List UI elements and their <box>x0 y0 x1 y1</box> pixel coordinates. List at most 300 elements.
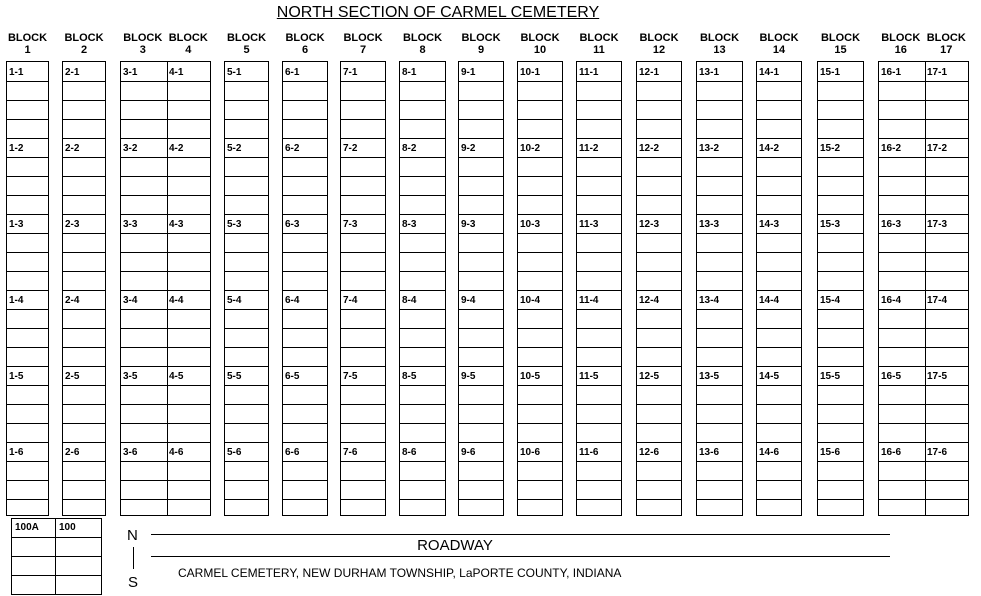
block-word: BLOCK <box>759 32 799 44</box>
block-word: BLOCK <box>461 32 501 44</box>
grid-line <box>518 309 562 310</box>
grid-line <box>225 138 268 139</box>
grid-line <box>757 442 801 443</box>
grid-line <box>697 442 742 443</box>
grid-line <box>577 252 621 253</box>
grid-line <box>121 176 210 177</box>
grid-line <box>7 442 48 443</box>
grid-line <box>400 176 445 177</box>
block-header-16 <box>879 32 923 56</box>
block-header-4 <box>166 32 210 56</box>
grid-line <box>225 252 268 253</box>
block-word: BLOCK <box>343 32 383 44</box>
lot-label-7-5: 7-5 <box>343 371 358 382</box>
grid-line <box>121 385 210 386</box>
grid-line <box>818 157 863 158</box>
lot-label-4-3: 4-3 <box>169 219 184 230</box>
grid-line <box>225 100 268 101</box>
grid-line <box>7 233 48 234</box>
grid-line <box>341 385 385 386</box>
grid-line <box>577 233 621 234</box>
lot-label-3-3: 3-3 <box>123 219 138 230</box>
lot-label-1-5: 1-5 <box>9 371 24 382</box>
lot-label-13-6: 13-6 <box>699 447 720 458</box>
lot-label-17-3: 17-3 <box>927 219 948 230</box>
lot-label-16-3: 16-3 <box>881 219 902 230</box>
grid-line <box>757 176 801 177</box>
lot-label-17-1: 17-1 <box>927 67 948 78</box>
lot-label-9-5: 9-5 <box>461 371 476 382</box>
lot-label-4-1: 4-1 <box>169 67 184 78</box>
grid-line <box>518 119 562 120</box>
grid-line <box>283 176 327 177</box>
grid-line <box>121 157 210 158</box>
grid-line <box>341 404 385 405</box>
lot-label-10-5: 10-5 <box>520 371 541 382</box>
grid-line <box>121 252 210 253</box>
lot-label-12-5: 12-5 <box>639 371 660 382</box>
grid-line <box>637 100 681 101</box>
lot-label-6-4: 6-4 <box>285 295 300 306</box>
grid-line <box>7 100 48 101</box>
lot-label-6-1: 6-1 <box>285 67 300 78</box>
grid-line <box>63 100 105 101</box>
grid-line <box>400 119 445 120</box>
lot-label-11-3: 11-3 <box>579 219 599 230</box>
block-number: 4 <box>185 44 192 56</box>
grid-line <box>283 252 327 253</box>
block-header-11 <box>577 32 621 56</box>
grid-line <box>400 195 445 196</box>
block-header-8 <box>401 32 445 56</box>
grid-line <box>879 499 968 500</box>
grid-line <box>818 347 863 348</box>
grid-line <box>341 309 385 310</box>
grid-line <box>818 233 863 234</box>
lot-label-10-3: 10-3 <box>520 219 541 230</box>
lot-label-5-3: 5-3 <box>227 219 242 230</box>
grid-line <box>7 328 48 329</box>
grid-line <box>225 119 268 120</box>
grid-line <box>400 100 445 101</box>
lot-label-1-3: 1-3 <box>9 219 24 230</box>
grid-line <box>637 176 681 177</box>
lot-label-8-4: 8-4 <box>402 295 417 306</box>
grid-line <box>879 461 968 462</box>
grid-line <box>63 442 105 443</box>
grid-line <box>63 119 105 120</box>
grid-line <box>818 271 863 272</box>
grid-line <box>121 119 210 120</box>
lot-label-16-6: 16-6 <box>881 447 902 458</box>
grid-line <box>7 461 48 462</box>
grid-line <box>63 404 105 405</box>
lot-label-12-1: 12-1 <box>639 67 660 78</box>
lot-label-11-1: 11-1 <box>579 67 599 78</box>
grid-line <box>121 290 210 291</box>
block-number: 9 <box>477 44 485 56</box>
grid-line <box>459 157 503 158</box>
grid-line <box>697 480 742 481</box>
roadway-upper-edge <box>151 534 890 535</box>
grid-line <box>637 461 681 462</box>
grid-line <box>121 214 210 215</box>
grid-line <box>63 309 105 310</box>
grid-line <box>63 385 105 386</box>
grid-line <box>63 138 105 139</box>
grid-line <box>518 290 562 291</box>
lot-label-6-5: 6-5 <box>285 371 300 382</box>
block-word: BLOCK <box>123 32 163 44</box>
grid-line <box>400 404 445 405</box>
block-column <box>120 61 211 516</box>
grid-line <box>459 271 503 272</box>
map-title: NORTH SECTION OF CARMEL CEMETERY <box>276 4 600 21</box>
grid-line <box>341 252 385 253</box>
lot-label-4-4: 4-4 <box>169 295 184 306</box>
grid-line <box>400 290 445 291</box>
grid-line <box>7 271 48 272</box>
grid-line <box>400 157 445 158</box>
block-header-5 <box>225 32 269 56</box>
lot-label-3-5: 3-5 <box>123 371 138 382</box>
lot-label-13-4: 13-4 <box>699 295 720 306</box>
grid-line <box>12 537 101 538</box>
grid-line <box>518 404 562 405</box>
lot-label-15-1: 15-1 <box>820 67 841 78</box>
grid-line <box>518 328 562 329</box>
grid-line <box>757 480 801 481</box>
grid-line <box>879 385 968 386</box>
lot-label-5-6: 5-6 <box>227 447 242 458</box>
grid-line <box>7 214 48 215</box>
grid-line <box>518 385 562 386</box>
grid-line <box>341 347 385 348</box>
grid-line <box>283 442 327 443</box>
grid-line <box>283 366 327 367</box>
grid-line <box>697 499 742 500</box>
grid-line <box>225 233 268 234</box>
grid-line <box>459 290 503 291</box>
grid-line <box>225 347 268 348</box>
grid-line <box>879 195 968 196</box>
block-word: BLOCK <box>520 32 560 44</box>
grid-line <box>225 176 268 177</box>
block-word: BLOCK <box>7 32 48 44</box>
grid-line <box>879 119 968 120</box>
grid-line <box>283 119 327 120</box>
grid-line <box>697 138 742 139</box>
grid-line <box>459 328 503 329</box>
block-column <box>756 61 802 516</box>
grid-line <box>637 119 681 120</box>
grid-line <box>757 404 801 405</box>
grid-line <box>63 366 105 367</box>
roadway-lower-edge <box>151 556 890 557</box>
grid-line <box>341 442 385 443</box>
grid-line <box>283 195 327 196</box>
lot-label-11-5: 11-5 <box>579 371 599 382</box>
grid-line <box>577 157 621 158</box>
lot-label-7-3: 7-3 <box>343 219 358 230</box>
grid-line <box>879 271 968 272</box>
lot-label-7-6: 7-6 <box>343 447 358 458</box>
block-header-1 <box>6 32 50 56</box>
grid-line <box>697 290 742 291</box>
grid-line <box>577 100 621 101</box>
grid-line <box>121 138 210 139</box>
grid-line <box>818 138 863 139</box>
block-number: 1 <box>24 44 31 56</box>
lot-label-10-1: 10-1 <box>520 67 541 78</box>
grid-line <box>459 347 503 348</box>
lot-label-11-6: 11-6 <box>579 447 599 458</box>
grid-line <box>341 157 385 158</box>
grid-line <box>637 309 681 310</box>
block-word: BLOCK <box>881 32 921 44</box>
block-header-3 <box>121 32 165 56</box>
lot-label-5-5: 5-5 <box>227 371 242 382</box>
block-number: 6 <box>301 44 309 56</box>
grid-line <box>283 290 327 291</box>
lot-label-9-3: 9-3 <box>461 219 476 230</box>
block-header-13 <box>698 32 742 56</box>
grid-line <box>225 480 268 481</box>
grid-line <box>637 195 681 196</box>
lot-label-5-2: 5-2 <box>227 143 242 154</box>
lot-label-14-6: 14-6 <box>759 447 780 458</box>
lot-label-100a: 100A <box>15 522 39 533</box>
grid-line <box>637 157 681 158</box>
grid-line <box>400 385 445 386</box>
grid-line <box>283 385 327 386</box>
grid-line <box>12 575 101 576</box>
grid-line <box>63 290 105 291</box>
lot-label-4-5: 4-5 <box>169 371 184 382</box>
grid-line <box>283 271 327 272</box>
grid-line <box>757 309 801 310</box>
grid-line <box>518 157 562 158</box>
grid-line <box>459 499 503 500</box>
grid-line <box>283 81 327 82</box>
grid-line <box>518 195 562 196</box>
grid-line <box>577 119 621 120</box>
grid-line <box>577 480 621 481</box>
block-number: 15 <box>834 44 847 56</box>
grid-line <box>225 366 268 367</box>
grid-line <box>818 404 863 405</box>
grid-line <box>697 385 742 386</box>
grid-line <box>637 233 681 234</box>
grid-line <box>7 290 48 291</box>
grid-line <box>121 347 210 348</box>
lot-label-3-6: 3-6 <box>123 447 138 458</box>
block-number: 7 <box>359 44 367 56</box>
lot-label-12-4: 12-4 <box>639 295 660 306</box>
grid-line <box>225 195 268 196</box>
block-column <box>458 61 504 516</box>
grid-line <box>697 157 742 158</box>
block-word: BLOCK <box>699 32 740 44</box>
lot-label-7-2: 7-2 <box>343 143 358 154</box>
grid-line <box>341 423 385 424</box>
lot-label-100: 100 <box>59 522 76 533</box>
grid-line <box>518 271 562 272</box>
grid-line <box>818 290 863 291</box>
grid-line <box>697 81 742 82</box>
block-divider <box>167 62 168 515</box>
grid-line <box>63 81 105 82</box>
block-word: BLOCK <box>168 32 208 44</box>
lot-label-4-2: 4-2 <box>169 143 184 154</box>
grid-line <box>697 119 742 120</box>
lot-label-1-2: 1-2 <box>9 143 24 154</box>
grid-line <box>577 442 621 443</box>
block-column <box>517 61 563 516</box>
grid-line <box>63 195 105 196</box>
grid-line <box>121 366 210 367</box>
grid-line <box>63 423 105 424</box>
grid-line <box>121 271 210 272</box>
grid-line <box>400 81 445 82</box>
block-word: BLOCK <box>226 32 267 44</box>
grid-line <box>518 499 562 500</box>
grid-line <box>818 423 863 424</box>
grid-line <box>121 328 210 329</box>
grid-line <box>225 290 268 291</box>
block-column <box>282 61 328 516</box>
lot-label-16-2: 16-2 <box>881 143 902 154</box>
grid-line <box>518 423 562 424</box>
block-word: BLOCK <box>579 32 619 44</box>
block-divider <box>925 62 926 515</box>
grid-line <box>697 423 742 424</box>
block-column <box>696 61 743 516</box>
grid-line <box>879 366 968 367</box>
lot-label-2-6: 2-6 <box>65 447 80 458</box>
grid-line <box>577 366 621 367</box>
block-word: BLOCK <box>926 32 966 44</box>
grid-line <box>818 480 863 481</box>
grid-line <box>577 404 621 405</box>
grid-line <box>697 100 742 101</box>
grid-line <box>879 442 968 443</box>
grid-line <box>637 385 681 386</box>
block-number: 17 <box>940 44 953 56</box>
block-header-12 <box>637 32 681 56</box>
grid-line <box>225 157 268 158</box>
block-header-2 <box>62 32 106 56</box>
grid-line <box>577 271 621 272</box>
grid-line <box>121 423 210 424</box>
lot-label-8-3: 8-3 <box>402 219 417 230</box>
block-header-6 <box>283 32 327 56</box>
grid-line <box>341 461 385 462</box>
grid-line <box>637 404 681 405</box>
grid-line <box>757 366 801 367</box>
grid-line <box>341 119 385 120</box>
grid-line <box>225 423 268 424</box>
grid-line <box>283 423 327 424</box>
grid-line <box>7 366 48 367</box>
block-number: 14 <box>772 44 786 56</box>
grid-line <box>225 442 268 443</box>
grid-line <box>637 480 681 481</box>
grid-line <box>400 309 445 310</box>
grid-line <box>225 499 268 500</box>
lot-label-4-6: 4-6 <box>169 447 184 458</box>
lot-label-1-6: 1-6 <box>9 447 24 458</box>
grid-line <box>121 461 210 462</box>
lot-label-17-2: 17-2 <box>927 143 948 154</box>
grid-line <box>577 499 621 500</box>
block-header-9 <box>459 32 503 56</box>
lot-label-6-2: 6-2 <box>285 143 300 154</box>
block-header-17 <box>924 32 968 56</box>
grid-line <box>577 195 621 196</box>
block-word: BLOCK <box>820 32 861 44</box>
grid-line <box>459 423 503 424</box>
grid-line <box>459 176 503 177</box>
grid-line <box>697 328 742 329</box>
lot-label-13-1: 13-1 <box>699 67 720 78</box>
grid-line <box>225 214 268 215</box>
lot-label-14-3: 14-3 <box>759 219 780 230</box>
lot-label-7-4: 7-4 <box>343 295 358 306</box>
grid-line <box>637 138 681 139</box>
grid-line <box>879 233 968 234</box>
grid-line <box>879 157 968 158</box>
grid-line <box>697 271 742 272</box>
grid-line <box>341 100 385 101</box>
grid-line <box>518 214 562 215</box>
lot-label-14-4: 14-4 <box>759 295 780 306</box>
grid-line <box>879 480 968 481</box>
block-header-15 <box>819 32 863 56</box>
grid-line <box>225 309 268 310</box>
grid-line <box>341 366 385 367</box>
grid-line <box>7 309 48 310</box>
grid-line <box>459 214 503 215</box>
lot-label-14-5: 14-5 <box>759 371 780 382</box>
roadway-label: ROADWAY <box>417 537 493 554</box>
grid-line <box>225 271 268 272</box>
grid-line <box>459 195 503 196</box>
compass-line <box>133 547 134 569</box>
grid-line <box>459 385 503 386</box>
grid-line <box>7 138 48 139</box>
grid-line <box>121 81 210 82</box>
grid-line <box>283 309 327 310</box>
block-column <box>636 61 682 516</box>
grid-line <box>697 404 742 405</box>
lot-label-1-1: 1-1 <box>9 67 24 78</box>
grid-line <box>283 347 327 348</box>
grid-line <box>341 480 385 481</box>
grid-line <box>637 347 681 348</box>
grid-line <box>757 347 801 348</box>
grid-line <box>879 404 968 405</box>
grid-line <box>697 195 742 196</box>
grid-line <box>7 176 48 177</box>
grid-line <box>757 385 801 386</box>
block-word: BLOCK <box>639 32 679 44</box>
grid-line <box>63 271 105 272</box>
grid-line <box>121 100 210 101</box>
block-column <box>878 61 969 516</box>
grid-line <box>637 214 681 215</box>
lot-label-9-1: 9-1 <box>461 67 476 78</box>
